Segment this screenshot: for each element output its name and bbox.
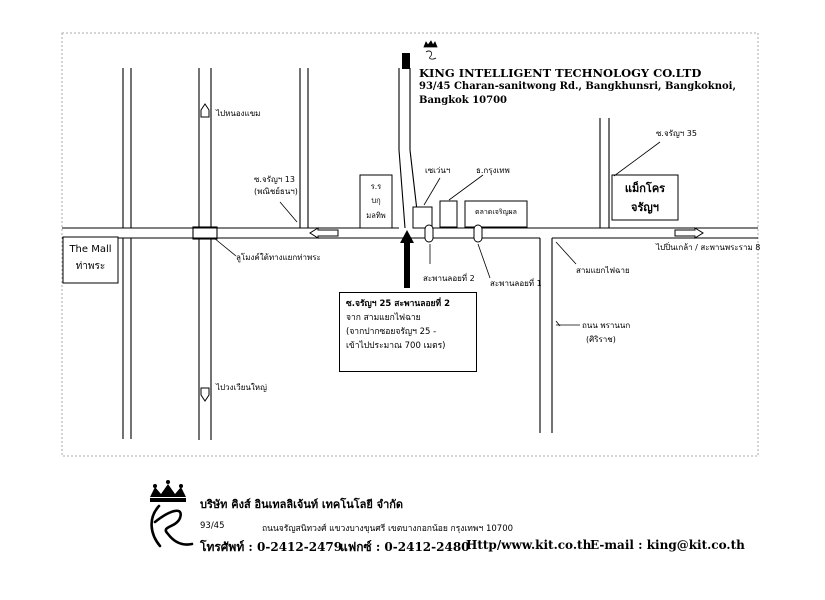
note-line-2: จาก สามแยกไฟฉาย	[346, 313, 421, 324]
footer-logo-icon	[150, 480, 192, 546]
the-mall-sub-label: ท่าพระ	[75, 261, 106, 272]
phran-nok-sub-label: (ศิริราช)	[586, 335, 616, 344]
school-label-1: ร.ร	[370, 182, 382, 191]
place-the-mall	[63, 241, 118, 275]
footer-company-name: บริษัท คิงส์ อินเทลลิเจ้นท์ เทคโนโลยี จำกัด	[200, 498, 404, 511]
place-makro	[612, 180, 678, 217]
bridge-1-label: สะพานลอยที่ 1	[490, 279, 542, 288]
to-pinklao-label: ไปปิ่นเกล้า / สะพานพระราม 8	[656, 243, 761, 252]
soi13-sub-label: (พณิชย์ธนฯ)	[254, 187, 298, 196]
footer-address-road: ถนนจรัญสนิทวงศ์ แขวงบางขุนศรี เขตบางกอกน้อย กรุงเทพฯ 10700	[262, 524, 514, 534]
footer-email-link[interactable]: E-mail : king@kit.co.th	[590, 538, 745, 552]
note-line-1: ซ.จรัญฯ 25 สะพานลอยที่ 2	[346, 299, 451, 309]
company-address-line1: 93/45 Charan-sanitwong Rd., Bangkhunsri, Bangkoknoi,	[419, 81, 736, 92]
company-address-line2: Bangkok 10700	[419, 95, 507, 106]
school-label-2: บกุ	[371, 196, 381, 206]
makro-label: แม็กโคร	[624, 182, 666, 195]
soi13-label: ซ.จรัญฯ 13	[254, 175, 295, 184]
company-name: KING INTELLIGENT TECHNOLOGY CO.LTD	[419, 66, 702, 80]
footer-website-link[interactable]: Http/www.kit.co.th	[466, 538, 592, 552]
bridge-2-label: สะพานลอยที่ 2	[423, 274, 475, 283]
to-wongwian-yai-label: ไปวงเวียนใหญ่	[216, 383, 267, 392]
phran-nok-road-label: ถนน พรานนก	[582, 321, 631, 330]
footer-address-number: 93/45	[200, 521, 225, 531]
the-mall-label: The Mall	[69, 244, 112, 255]
makro-sub-label: จรัญฯ	[631, 200, 659, 214]
sam-yaek-fai-chai-label: สามแยกไฟฉาย	[576, 266, 630, 275]
market-label: ตลาดเจริญผล	[475, 208, 517, 216]
bridge-1-shape	[474, 225, 482, 242]
footer-fax: แฟกซ์ : 0-2412-2480	[340, 540, 470, 554]
soi35-label: ซ.จรัญฯ 35	[656, 129, 697, 138]
bridge-2-shape	[425, 225, 433, 242]
footer-telephone: โทรศัพท์ : 0-2412-2479	[200, 540, 343, 554]
seven-eleven-label: เซเว่นฯ	[425, 166, 451, 175]
bangkok-bank-label: ธ.กรุงเทพ	[476, 166, 510, 175]
underpass-label: ลูโมงค์ใต้ทางแยกท่าพระ	[236, 253, 321, 262]
header-logo-icon	[424, 41, 437, 59]
school-label-3: มลทิพ	[366, 210, 386, 220]
direction-note-box	[339, 292, 477, 372]
soi25-end-marker	[402, 53, 410, 69]
main-arrow-icon	[400, 230, 414, 288]
to-nong-khaem-label: ไปหนองแขม	[216, 109, 261, 118]
note-line-3: (จากปากซอยจรัญฯ 25 -	[346, 327, 437, 338]
note-line-4: เข้าไปประมาณ 700 เมตร)	[346, 341, 446, 352]
place-school	[360, 180, 392, 223]
